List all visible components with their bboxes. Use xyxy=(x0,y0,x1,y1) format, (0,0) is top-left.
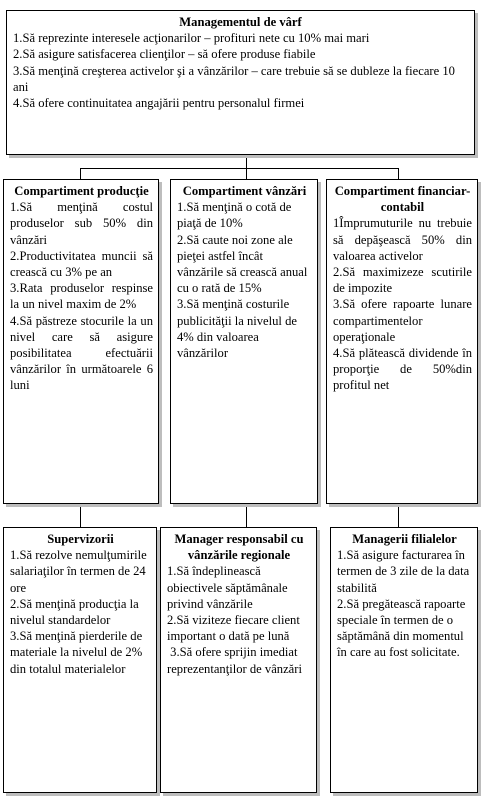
finance-goal-4: 4.Să plătească dividende în proporţie de 50%din profitul net xyxy=(333,346,472,393)
sales-goal-2: 2.Să caute noi zone ale pieţei astfel încât vânzările să crească anual cu o rată de 15% xyxy=(177,232,308,296)
branch-managers-goal-2: 2.Să pregătească rapoarte speciale în termen de o săptămână din momentul în care au fost solicitate. xyxy=(337,596,466,660)
top-management-title: Managementul de vârf xyxy=(179,15,302,29)
finance-department-title: Compartiment financiar-contabil xyxy=(334,184,471,215)
supervisors-goal-1: 1.Să rezolve nemulţumirile salariaţilor în termen de 24 ore xyxy=(10,548,147,595)
sales-goal-3: 3.Să menţină costurile publicităţii la nivelul de 4% din valoarea vânzărilor xyxy=(177,297,297,361)
production-goal-1: 1.Să menţină costul produselor sub 50% din vânzări xyxy=(10,200,153,247)
connector-finance-branches xyxy=(398,503,399,527)
regional-sales-manager-box xyxy=(160,527,317,793)
regional-sales-goal-2: 2.Să viziteze fiecare client important o dată pe lună xyxy=(167,613,300,644)
top-management-box xyxy=(6,10,475,155)
connector-finance-drop xyxy=(398,168,399,179)
top-goal-4: 4.Să ofere continuitatea angajării pentru personalul firmei xyxy=(13,96,305,111)
regional-sales-goal-3: 3.Să ofere sprijin imediat reprezentanţilor de vânzări xyxy=(167,645,302,676)
finance-department-box xyxy=(326,179,478,504)
finance-goal-1: 1Împrumuturile nu trebuie să depăşească 50% din valoarea activelor xyxy=(333,216,472,263)
finance-goal-3: 3.Să ofere rapoarte lunare compartimentelor operaţionale xyxy=(333,297,472,344)
production-department-box xyxy=(3,179,159,504)
supervisors-goal-3: 3.Să menţină pierderile de materiale la nivelul de 2% din totalul materialelor xyxy=(10,629,143,676)
branch-managers-goal-1: 1.Să asigure facturarea în termen de 3 zile de la data stabilită xyxy=(337,548,470,595)
top-goal-2: 2.Să asigure satisfacerea clienţilor – să ofere produse fiabile xyxy=(13,47,316,62)
production-department-title: Compartiment producţie xyxy=(14,184,149,198)
regional-sales-manager-title: Manager responsabil cu vânzările regionale xyxy=(174,532,304,563)
connector-production-drop xyxy=(80,168,81,179)
connector-top-trunk xyxy=(246,154,247,168)
supervisors-goal-2: 2.Să menţină producţia la nivelul standardelor xyxy=(10,596,139,628)
sales-department-title: Compartiment vânzări xyxy=(182,184,307,198)
sales-department-box xyxy=(170,179,318,504)
top-goal-3: 3.Să menţină creşterea activelor şi a vânzărilor – care trebuie să se dubleze la fiecare 10 ani xyxy=(13,63,455,94)
top-goal-1: 1.Să reprezinte interesele acţionarilor – profituri nete cu 10% mai mari xyxy=(13,31,370,46)
sales-goal-1: 1.Să menţină o cotă de piaţă de 10% xyxy=(177,200,292,231)
connector-sales-drop xyxy=(246,168,247,179)
connector-production-supervisors xyxy=(80,503,81,527)
finance-goal-2: 2.Să maximizeze scutirile de impozite xyxy=(333,265,472,296)
regional-sales-goal-1: 1.Să îndeplinească obiectivele săptămânale privind vânzările xyxy=(167,564,288,611)
production-goal-3: 3.Rata produselor respinse la un nivel maxim de 2% xyxy=(10,281,153,312)
supervisors-title: Supervizorii xyxy=(47,532,114,546)
connector-sales-regional xyxy=(246,503,247,527)
branch-managers-title: Managerii filialelor xyxy=(352,532,457,546)
branch-managers-box xyxy=(330,527,478,793)
supervisors-box xyxy=(3,527,157,793)
production-goal-4: 4.Să păstreze stocurile la un nivel care să asigure posibilitatea efectuării vânzărilor în următoarele 6 luni xyxy=(10,313,153,393)
production-goal-2: 2.Productivitatea muncii să crească cu 3% pe an xyxy=(10,248,153,280)
connector-horizontal-bar xyxy=(80,168,399,169)
